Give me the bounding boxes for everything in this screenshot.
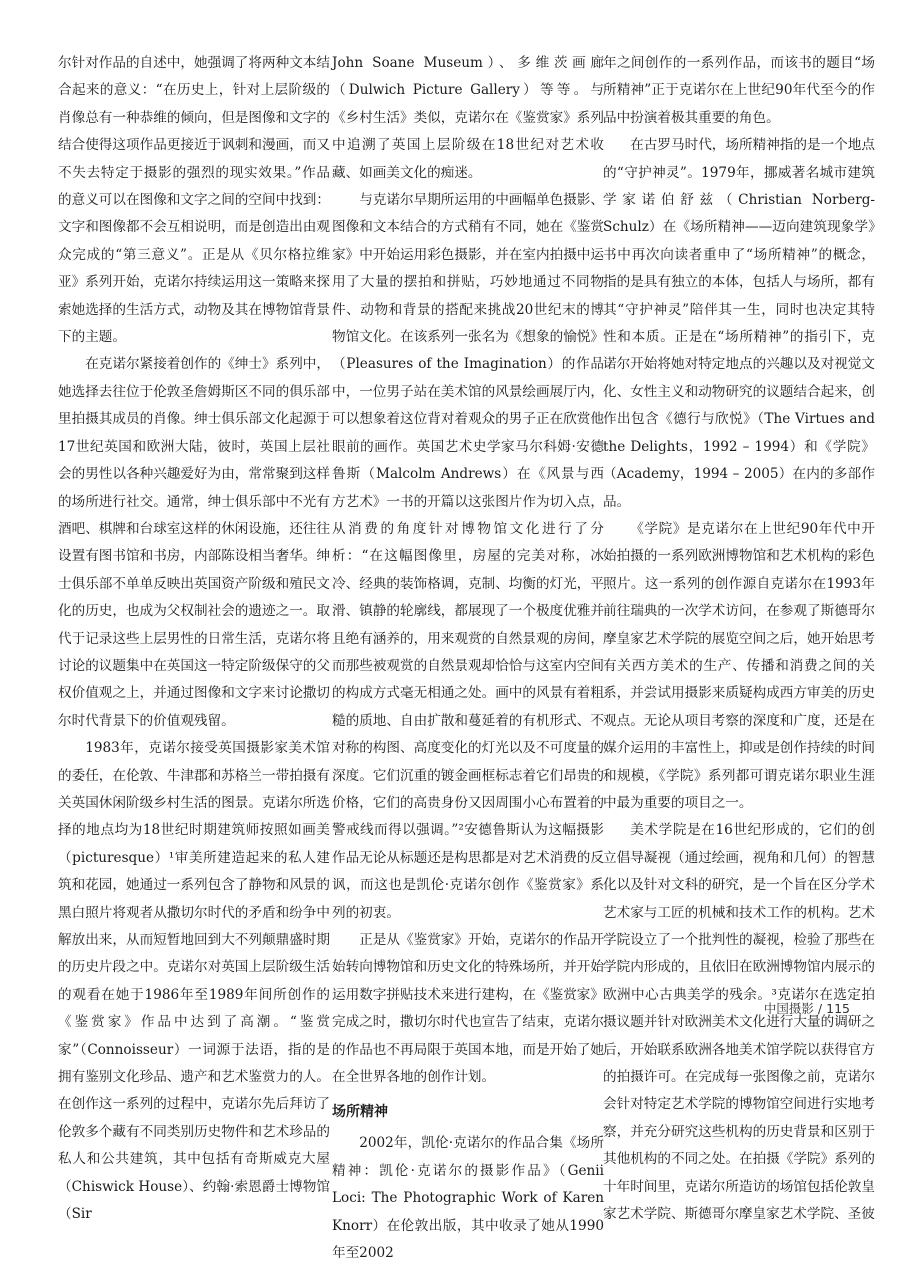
paragraph: 在古罗马时代，场所精神指的是一个地点的“守护神灵”。1979年，挪威著名城市建筑学家诺伯舒兹（Christian Norberg-Schulz）在《场所精神——迈向建筑现象学》书中再次向读者重申了“场所精神”的概念，指的是具有独立的本体，包括人与场所，都有其“守护神灵”陪伴其一生，同时也决定其特性和本质。正是在“场所精神”的指引下，克诺尔开始将她对特定地点的兴趣以及对视觉文化、女性主义和动物研究的议题结合起来，创作出包含《德行与欣悦》（The Virtues and the Delights，1992 – 1994）和《学院》（Academy，1994 – 2005）在内的多部作品。: [603, 137, 875, 510]
text-column-middle: [332, 50, 604, 1267]
text-column-right: [603, 50, 875, 1228]
page-number: 115: [826, 1001, 850, 1016]
text-column-left: [58, 50, 330, 1228]
paragraph: 年之间创作的一系列作品，而该书的题目“场所精神”正于克诺尔在上世纪90年代至今的作品中扮演着极其重要的角色。: [603, 55, 875, 126]
paragraph: 1983年，克诺尔接受英国摄影家美术馆的委任，在伦敦、牛津郡和苏格兰一带拍摄有关英国休闲阶级乡村生活的图景。克诺尔所选择的地点均为18世纪时期建筑师按照如画美（picturesque）¹审美所建造起来的私人建筑和花园，她通过一系列包含了静物和风景的黑白照片将观者从撒切尔时代的矛盾和纷争中解放出来，从而短暂地回到大不列颠鼎盛时期的历史片段之中。克诺尔对英国上层阶级生活的观看在她于1986年至1989年间所创作的《鉴赏家》作品中达到了高潮。“鉴赏家”（Connoisseur）一词源于法语，指的是拥有鉴别文化珍品、遗产和艺术鉴赏力的人。在创作这一系列的过程中，克诺尔先后拜访了伦敦多个藏有不同类别历史物件和艺术珍品的私人和公共建筑，其中包括有奇斯威克大屋（Chiswick House）、约翰·索恩爵士博物馆（Sir: [58, 740, 330, 1223]
paragraph: 在克诺尔紧接着创作的《绅士》系列中，她选择去往位于伦敦圣詹姆斯区不同的俱乐部里拍摄其成员的肖像。绅士俱乐部文化起源于17世纪英国和欧洲大陆，彼时，英国上层社会的男性以各种兴趣爱好为由，常常聚到这样的场所进行社交。通常，绅士俱乐部中不光有酒吧、棋牌和台球室这样的休闲设施，还往往设置有图书馆和书房，内部陈设相当奢华。绅士俱乐部不单单反映出英国资产阶级和殖民文化的历史，也成为父权制社会的遗迹之一。取代于记录这些上层男性的日常生活，克诺尔将讨论的议题集中在英国这一特定阶级保守的父权价值观之上，并通过图像和文字来讨论撒切尔时代背景下的价值观残留。: [58, 356, 330, 729]
paragraph: 与克诺尔早期所运用的中画幅单色摄影、图像和文本结合的方式稍有不同，她在《鉴赏家》中开始运用彩色摄影，并在室内拍摄中运用了大量的摆拍和拼贴，巧妙地通过不同物件、动物和背景的搭配来挑战20世纪末的博物馆文化。在该系列一张名为《想象的愉悦》（Pleasures of the Imagination）的作品中，一位男子站在美术馆的风景绘画展厅内，可以想象着这位背对着观众的男子正在欣赏他眼前的画作。英国艺术史学家马尔科姆·安德鲁斯（Malcolm Andrews）在《风景与西方艺术》一书的开篇以这张图片作为切入点，从消费的角度针对博物馆文化进行了分析：“在这幅图像里，房屋的完美对称，冰冷、经典的装饰格调，克制、均衡的灯光，平滑、镇静的轮廓线，都展现了一个极度优雅并且绝有涵养的，用来观赏的自然景观的房间，而那些被观赏的自然景观却恰恰与这室内空间的构成方式毫无相通之处。画中的风景有着粗糙的质地、自由扩散和蔓延着的有机形式、不对称的构图、高度变化的灯光以及不可度量的深度。它们沉重的镀金画框标志着它们昂贵的价格，它们的高贵身份又因周围小心布置着的警戒线而得以强调。”²安德鲁斯认为这幅摄影作品无论从标题还是构思都是对艺术消费的反讽，而这也是凯伦·克诺尔创作《鉴赏家》系列的初衷。: [332, 192, 604, 921]
paragraph: 《学院》是克诺尔在上世纪90年代中开始拍摄的一系列欧洲博物馆和艺术机构的彩色照片。这一系列的创作源自克诺尔在1993年前往瑞典的一次学术访问，在参观了斯德哥尔摩皇家艺术学院的展览空间之后，她开始思考有关西方美术的生产、传播和消费之间的关系，并尝试用摄影来质疑构成西方审美的历史观点。无论从项目考察的深度和广度，还是在媒介运用的丰富性上，抑或是创作持续的时间和规模，《学院》系列都可谓克诺尔职业生涯中最为重要的项目之一。: [603, 520, 875, 811]
paragraph: John Soane Museum）、多维茨画廊（Dulwich Picture Gallery）等等。与《乡村生活》类似，克诺尔在《鉴赏家》系列中追溯了英国上层阶级在18世纪对艺术收藏、如画美文化的痴迷。: [332, 55, 604, 181]
paragraph: 正是从《鉴赏家》开始，克诺尔的作品开始转向博物馆和历史文化的特殊场所，并开始运用数字拼贴技术来进行建构，在《鉴赏家》完成之时，撒切尔时代也宣告了结束，克诺尔的作品也不再局限于英国本地，而是开始了她在全世界各地的创作计划。: [332, 932, 604, 1086]
page-footer: [764, 999, 850, 1017]
paragraph: 尔针对作品的自述中，她强调了将两种文本结合起来的意义：“在历史上，针对上层阶级的肖像总有一种恭维的倾向，但是图像和文字的结合使得这项作品更接近于讽刺和漫画，而又不失去特定于摄影的强烈的现实效果。”作品的意义可以在图像和文字之间的空间中找到：文字和图像都不会互相说明，而是创造出由观众完成的“第三意义”。正是从《贝尔格拉维亚》系列开始，克诺尔持续运用这一策略来探索她选择的生活方式，动物及其在博物馆背景下的主题。: [58, 55, 330, 346]
footer-separator: /: [817, 1001, 823, 1016]
paragraph: 2002年，凯伦·克诺尔的作品合集《场所精神：凯伦·克诺尔的摄影作品》（Genii Loci: The Photographic Work of Karen Knorr）在伦敦出版，其中收录了她从1990年至2002: [332, 1135, 604, 1262]
section-heading: 场所精神: [332, 1104, 388, 1121]
magazine-name: 中国摄影: [763, 1001, 814, 1016]
paragraph: 美术学院是在16世纪形成的，它们的创立倡导凝视（通过绘画，视角和几何）的智慧化以及针对文科的研究，是一个旨在区分学术艺术家与工匠的机械和技术工作的机构。艺术学院设立了一个批判性的凝视，检验了那些在学院内形成的，且依旧在欧洲博物馆内展示的欧洲中心古典美学的残余。³克诺尔在选定拍摄议题并针对欧洲美术文化进行大量的调研之后，开始联系欧洲各地美术馆学院以获得官方的拍摄许可。在完成每一张图像之前，克诺尔会针对特定艺术学院的博物馆空间进行实地考察，并充分研究这些机构的历史背景和区别于其他机构的不同之处。在拍摄《学院》系列的十年时间里，克诺尔所造访的场馆包括伦敦皇家艺术学院、斯德哥尔摩皇家艺术学院、圣彼: [603, 822, 875, 1223]
